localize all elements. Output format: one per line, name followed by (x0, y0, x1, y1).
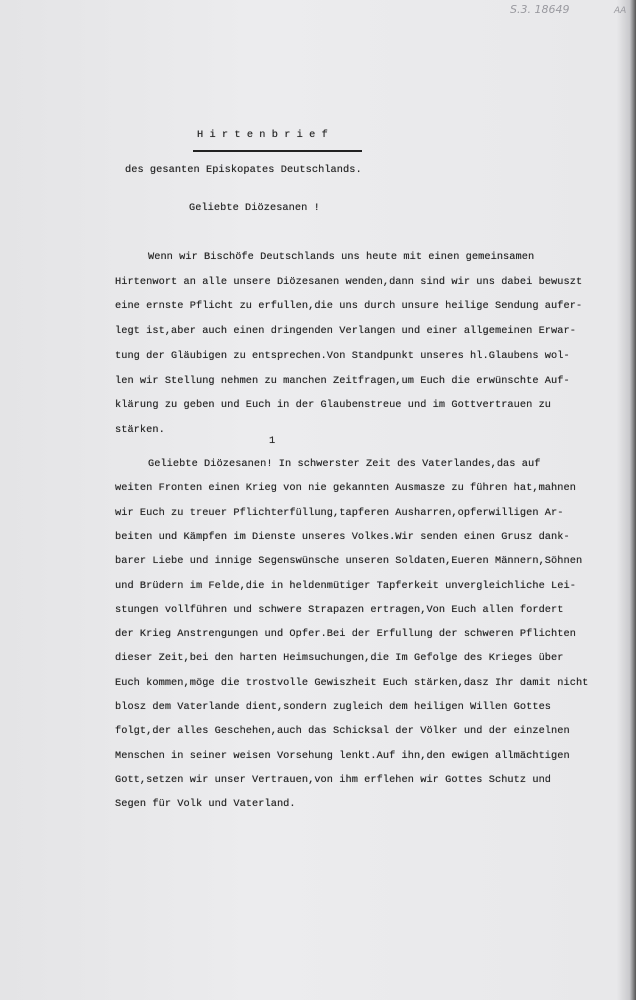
text-line: Menschen in seiner weisen Vorsehung lenkt.Auf ihn,den ewigen allmächtigen (115, 749, 570, 762)
text-line: weiten Fronten einen Krieg von nie gekannten Ausmasze zu führen hat,mahnen (115, 482, 576, 495)
text-line: stärken. (115, 423, 165, 436)
title-underline (193, 150, 362, 152)
text-line: Wenn wir Bischöfe Deutschlands uns heute mit einen gemeinsamen (148, 251, 535, 263)
text-line: dieser Zeit,bei den harten Heimsuchungen,die Im Gefolge des Krieges über (115, 652, 564, 665)
text-line: tung der Gläubigen zu entsprechen.Von Standpunkt unseres hl.Glaubens wol- (115, 349, 570, 362)
corner-mark: AA (614, 6, 627, 16)
text-line: beiten und Kämpfen im Dienste unseres Volkes.Wir senden einen Grusz dank- (115, 530, 570, 543)
text-line: und Brüdern im Felde,die in heldenmütiger Tapferkeit unvergleichliche Lei- (115, 579, 576, 592)
text-line: blosz dem Vaterlande dient,sondern zugleich dem heiligen Willen Gottes (115, 701, 552, 713)
text-line: stungen vollführen und schwere Strapazen ertragen,Von Euch allen fordert (115, 603, 564, 616)
text-line: Hirtenwort an alle unsere Diözesanen wenden,dann sind wir uns dabei bewuszt (115, 275, 583, 288)
document-subtitle: des gesanten Episkopates Deutschlands. (125, 164, 362, 176)
text-line: wir Euch zu treuer Pflichterfüllung,tapferen Ausharren,opferwilligen Ar- (115, 506, 564, 519)
text-line: barer Liebe und innige Segenswünsche unseren Soldaten,Eueren Männern,Söhnen (115, 555, 583, 568)
text-line: der Krieg Anstrengungen und Opfer.Bei der Erfullung der schweren Pflichten (115, 628, 576, 641)
text-line: Euch kommen,möge die trostvolle Gewiszheit Euch stärken,dasz Ihr damit nicht (115, 676, 589, 689)
text-line: len wir Stellung nehmen zu manchen Zeitfragen,um Euch die erwünschte Auf- (115, 374, 570, 387)
section-number: 1 (269, 435, 276, 447)
text-line: Gott,setzen wir unser Vertrauen,von ihm erflehen wir Gottes Schutz und (115, 773, 552, 786)
text-line: Segen für Volk und Vaterland. (115, 798, 296, 811)
archive-mark: S.3. 18649 (510, 3, 570, 16)
document-title: H i r t e n b r i e f (197, 129, 328, 141)
text-line: eine ernste Pflicht zu erfullen,die uns durch unsure heilige Sendung aufer- (115, 300, 583, 313)
text-line: Geliebte Diözesanen! In schwerster Zeit des Vaterlandes,das auf (148, 458, 541, 470)
text-line: folgt,der alles Geschehen,auch das Schicksal der Völker und der einzelnen (115, 725, 570, 738)
salutation: Geliebte Diözesanen ! (189, 202, 320, 214)
text-line: legt ist,aber auch einen dringenden Verlangen und einer allgemeinen Erwar- (115, 325, 576, 338)
text-line: klärung zu geben und Euch in der Glaubenstreue und im Gottvertrauen zu (115, 399, 552, 412)
